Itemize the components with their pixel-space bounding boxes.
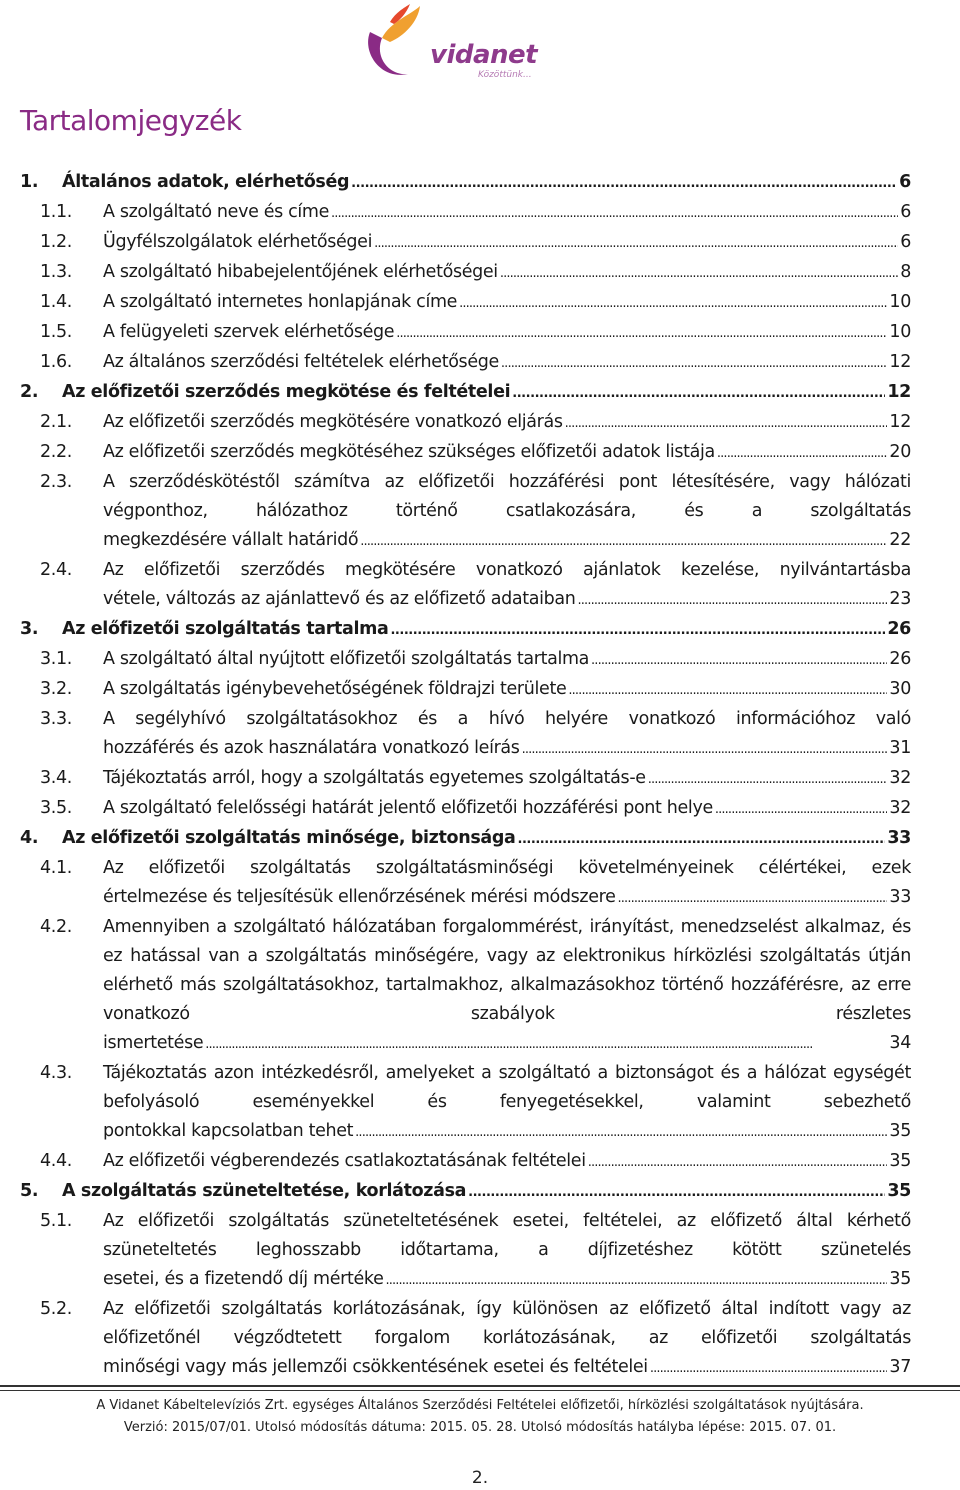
toc-entry-text: hozzáférés és azok használatára vonatkozó leírás — [103, 738, 520, 758]
toc-entry[interactable] — [20, 1059, 911, 1147]
brand-name: vidanet — [430, 40, 538, 70]
toc-entry-number: 3.5. — [40, 798, 72, 818]
toc-entry[interactable] — [20, 764, 911, 794]
toc-entry-page: 31 — [889, 738, 911, 758]
toc-entry[interactable] — [20, 794, 911, 824]
toc-dot-leader — [578, 586, 888, 615]
toc-dot-leader — [459, 289, 887, 318]
toc-entry-page: 12 — [889, 352, 911, 372]
toc-entry-number: 3.2. — [40, 679, 72, 699]
toc-entry-text-lead: Az előfizetői szerződés megkötésére vonatkozó ajánlatok kezelése, nyilvántartásba — [103, 560, 911, 580]
toc-entry-page: 10 — [889, 322, 911, 342]
toc-entry-number: 2.4. — [40, 560, 72, 580]
toc-dot-leader — [512, 379, 885, 408]
toc-entry-page: 6 — [900, 202, 911, 222]
toc-entry[interactable] — [20, 615, 911, 645]
toc-entry[interactable] — [20, 168, 911, 198]
toc-entry-number: 4.2. — [40, 917, 72, 937]
toc-entry[interactable] — [20, 438, 911, 468]
toc-entry-text: megkezdésére vállalt határidő — [103, 530, 359, 550]
toc-title: Tartalomjegyzék — [20, 104, 242, 137]
toc-entry-number: 3.4. — [40, 768, 72, 788]
toc-entry-page: 32 — [889, 798, 911, 818]
footer-divider-thin — [0, 1390, 960, 1391]
toc-entry-text: minőségi vagy más jellemzői csökkentésének esetei és feltételei — [103, 1357, 648, 1377]
toc-entry[interactable] — [20, 1295, 911, 1383]
toc-entry-page: 23 — [889, 589, 911, 609]
toc-entry-page: 33 — [889, 887, 911, 907]
footer-line-1: A Vidanet Kábeltelevíziós Zrt. egységes Általános Szerződési Feltételei előfizetői, hírközlési szolgáltatások nyújtására. — [96, 1398, 864, 1413]
toc-dot-leader — [717, 439, 888, 468]
toc-dot-leader — [650, 1354, 888, 1383]
toc-entry-text-lead: A segélyhívó szolgáltatásokhoz és a hívó helyére vonatkozó információhoz való — [103, 709, 911, 729]
toc-entry-number: 3. — [20, 619, 39, 639]
toc-entry-text: esetei, és a fizetendő díj mértéke — [103, 1269, 384, 1289]
toc-entry-number: 2.3. — [40, 472, 72, 492]
toc-dot-leader — [568, 676, 887, 705]
toc-entry-page: 34 — [889, 1033, 911, 1053]
footer-line-2: Verzió: 2015/07/01. Utolsó módosítás dátuma: 2015. 05. 28. Utolsó módosítás hatályba lépése: 2015. 07. 01. — [123, 1420, 837, 1435]
toc-dot-leader — [588, 1148, 888, 1177]
toc-entry[interactable] — [20, 556, 911, 615]
toc-entry-page: 30 — [889, 679, 911, 699]
page-number: 2. — [471, 1468, 489, 1488]
toc-entry-text: A szolgáltató hibabejelentőjének elérhetőségei — [103, 262, 498, 282]
toc-entry-text: A szolgáltató felelősségi határát jelentő előfizetői hozzáférési pont helye — [103, 798, 713, 818]
toc-entry-number: 1.5. — [40, 322, 72, 342]
toc-entry-number: 5.2. — [40, 1299, 72, 1319]
toc-entry-text: A szolgáltató neve és címe — [103, 202, 330, 222]
toc-entry-number: 3.3. — [40, 709, 72, 729]
toc-entry-number: 1.2. — [40, 232, 72, 252]
toc-entry-text: A szolgáltatás szüneteltetése, korlátozása — [62, 1181, 467, 1201]
toc-dot-leader — [591, 646, 887, 675]
toc-dot-leader — [501, 349, 888, 378]
toc-entry-number: 3.1. — [40, 649, 72, 669]
toc-entry-number: 2. — [20, 382, 39, 402]
toc-dot-leader — [468, 1178, 885, 1207]
toc-entry-text: Az előfizetői végberendezés csatlakoztatásának feltételei — [103, 1151, 586, 1171]
toc-entry-page: 10 — [889, 292, 911, 312]
toc-entry-number: 1.3. — [40, 262, 72, 282]
toc-dot-leader — [355, 1118, 887, 1147]
toc-entry[interactable] — [20, 348, 911, 378]
toc-entry-text: Az előfizetői szerződés megkötéséhez szükséges előfizetői adatok listája — [103, 442, 715, 462]
toc-entry[interactable] — [20, 288, 911, 318]
toc-dot-leader — [517, 825, 885, 854]
footer-divider — [0, 1385, 960, 1387]
toc-dot-leader — [360, 527, 887, 556]
toc-entry-text: A szolgáltatás igénybevehetőségének földrajzi területe — [103, 679, 567, 699]
toc-entry-text-lead: Az előfizetői szolgáltatás korlátozásának, így különösen az előfizető által indított vagy az előfizetőnél végződtetett forgalom korlátozásának, az előfizetői szolgáltatás — [103, 1299, 911, 1348]
toc-entry-page: 6 — [900, 232, 911, 252]
toc-entry-text: ismertetése — [103, 1033, 204, 1053]
toc-entry-text: Az előfizetői szerződés megkötése és feltételei — [62, 382, 511, 402]
toc-dot-leader — [351, 169, 897, 198]
toc-entry-text: pontokkal kapcsolatban tehet — [103, 1121, 354, 1141]
toc-dot-leader — [385, 1266, 887, 1295]
toc-entry-number: 2.1. — [40, 412, 72, 432]
toc-entry[interactable] — [20, 408, 911, 438]
toc-entry-text-lead: Amennyiben a szolgáltató hálózatában forgalommérést, irányítást, menedzselést alkalmaz, és ez hatással van a szolgáltatás minőségére, vagy az elektronikus hírközlési szolgáltatás útján elérhető más szolgáltatásokhoz, tartalmakhoz, alkalmazásokhoz történő hozzáférésre, az erre vonatkozó szabályok részletes — [103, 917, 911, 1024]
toc-dot-leader — [374, 229, 898, 258]
table-of-contents — [20, 168, 911, 1383]
toc-entry-text: Az előfizetői szolgáltatás tartalma — [62, 619, 389, 639]
toc-dot-leader — [396, 319, 887, 348]
toc-entry-number: 1.1. — [40, 202, 72, 222]
toc-entry-number: 5. — [20, 1181, 39, 1201]
toc-entry-text: Tájékoztatás arról, hogy a szolgáltatás egyetemes szolgáltatás-e — [103, 768, 646, 788]
toc-entry-text-lead: Az előfizetői szolgáltatás szolgáltatásminőségi követelményeinek célértékei, ezek — [103, 858, 911, 878]
toc-entry-text: A szolgáltató által nyújtott előfizetői szolgáltatás tartalma — [103, 649, 590, 669]
toc-dot-leader — [715, 795, 888, 824]
toc-entry-text: Általános adatok, elérhetőség — [62, 172, 350, 192]
toc-entry-number: 4. — [20, 828, 39, 848]
toc-entry-page: 12 — [889, 412, 911, 432]
toc-entry-text-lead: A szerződéskötéstől számítva az előfizetői hozzáférési pont létesítésére, vagy hálózati végponthoz, hálózathoz történő csatlakozására, és a szolgáltatás — [103, 472, 911, 521]
toc-entry-text: A szolgáltató internetes honlapjának címe — [103, 292, 458, 312]
toc-dot-leader — [331, 199, 898, 228]
toc-entry[interactable] — [20, 258, 911, 288]
toc-entry-page: 6 — [899, 172, 911, 192]
toc-entry[interactable] — [20, 824, 911, 854]
toc-dot-leader — [500, 259, 898, 288]
brand-tagline: Közöttünk... — [478, 70, 532, 80]
toc-dot-leader — [522, 735, 888, 764]
toc-entry-page: 26 — [889, 649, 911, 669]
toc-entry[interactable] — [20, 378, 911, 408]
toc-entry-text: Az előfizetői szerződés megkötésére vonatkozó eljárás — [103, 412, 563, 432]
toc-entry-number: 4.1. — [40, 858, 72, 878]
toc-dot-leader — [390, 616, 885, 645]
toc-dot-leader — [648, 765, 888, 794]
toc-entry-page: 35 — [889, 1121, 911, 1141]
toc-entry-page: 20 — [889, 442, 911, 462]
toc-entry-text: vétele, változás az ajánlattevő és az előfizető adataiban — [103, 589, 576, 609]
toc-entry-text: Az általános szerződési feltételek elérhetősége — [103, 352, 499, 372]
toc-entry-number: 5.1. — [40, 1211, 72, 1231]
toc-entry[interactable] — [20, 228, 911, 258]
toc-entry[interactable] — [20, 854, 911, 913]
toc-dot-leader — [565, 409, 888, 438]
toc-entry-page: 35 — [889, 1269, 911, 1289]
toc-entry[interactable] — [20, 468, 911, 556]
toc-entry[interactable] — [20, 198, 911, 228]
toc-entry-page: 32 — [889, 768, 911, 788]
toc-entry[interactable] — [20, 645, 911, 675]
toc-entry[interactable] — [20, 1147, 911, 1177]
toc-entry-number: 1. — [20, 172, 39, 192]
toc-entry[interactable] — [20, 913, 911, 1059]
toc-entry-number: 1.6. — [40, 352, 72, 372]
toc-entry-page: 35 — [887, 1181, 911, 1201]
toc-entry-page: 35 — [889, 1151, 911, 1171]
toc-entry[interactable] — [20, 705, 911, 764]
toc-entry-page: 8 — [900, 262, 911, 282]
toc-entry-page: 37 — [889, 1357, 911, 1377]
toc-entry[interactable] — [20, 675, 911, 705]
toc-entry-page: 33 — [887, 828, 911, 848]
toc-entry-number: 1.4. — [40, 292, 72, 312]
toc-entry-page: 26 — [887, 619, 911, 639]
toc-entry[interactable] — [20, 318, 911, 348]
toc-dot-leader — [618, 884, 888, 913]
toc-entry-text: A felügyeleti szervek elérhetősége — [103, 322, 395, 342]
toc-entry-number: 4.3. — [40, 1063, 72, 1083]
toc-entry-text: értelmezése és teljesítésük ellenőrzésének mérési módszere — [103, 887, 616, 907]
toc-entry-text: Az előfizetői szolgáltatás minősége, biztonsága — [62, 828, 516, 848]
toc-entry-number: 4.4. — [40, 1151, 72, 1171]
toc-entry[interactable] — [20, 1207, 911, 1295]
toc-entry[interactable] — [20, 1177, 911, 1207]
toc-entry-number: 2.2. — [40, 442, 72, 462]
toc-dot-leader — [205, 1030, 887, 1059]
toc-entry-text: Ügyfélszolgálatok elérhetőségei — [103, 232, 373, 252]
toc-entry-page: 12 — [887, 382, 911, 402]
toc-entry-page: 22 — [889, 530, 911, 550]
toc-entry-text-lead: Az előfizetői szolgáltatás szüneteltetésének esetei, feltételei, az előfizető által kérhető szüneteltetés leghosszabb időtartama, a díjfizetéshez kötött szünetelés — [103, 1211, 911, 1260]
toc-entry-text-lead: Tájékoztatás azon intézkedésről, amelyeket a szolgáltató a biztonságot és a hálózat egységét befolyásoló eseményekkel és fenyegetésekkel, valamint sebezhető — [103, 1063, 911, 1112]
